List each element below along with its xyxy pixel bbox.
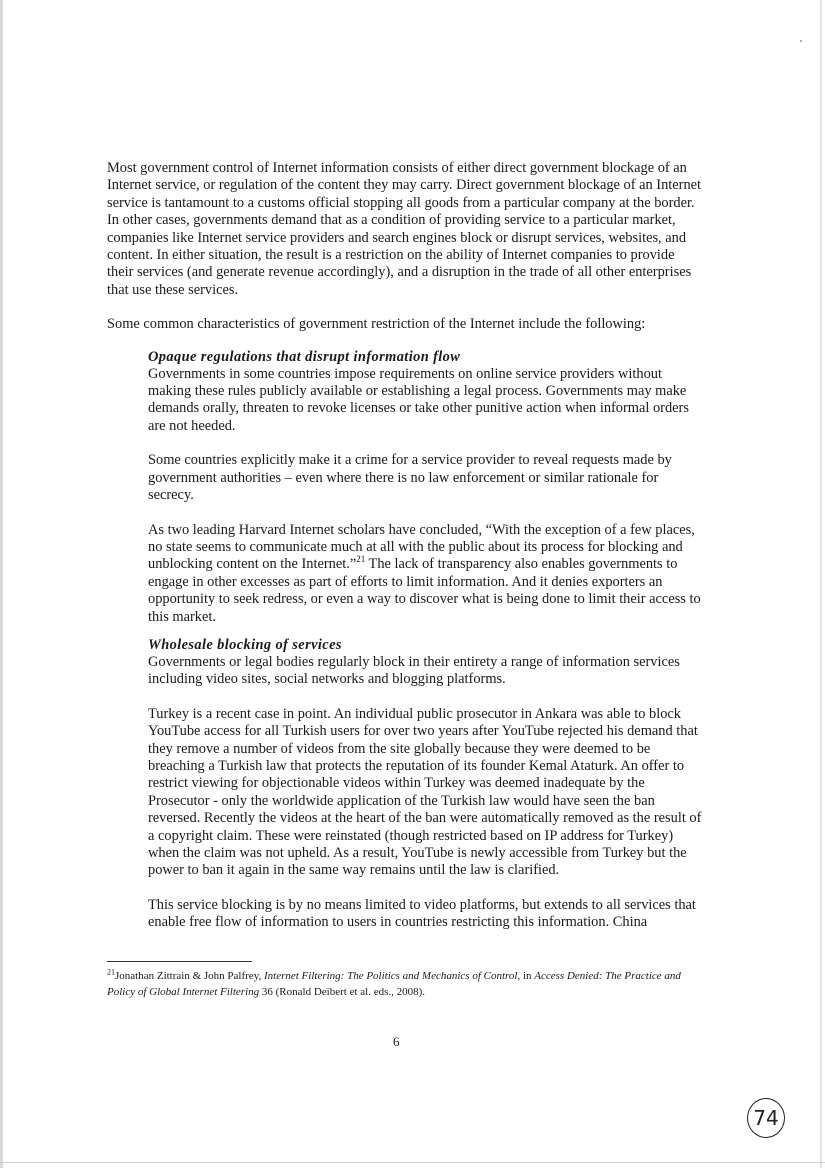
section-heading: Wholesale blocking of services — [148, 636, 342, 653]
page-number: 6 — [393, 1034, 400, 1049]
handwritten-page-stamp: 74 — [747, 1098, 785, 1138]
lead-in-paragraph: Some common characteristics of government restriction of the Internet include the following: — [107, 316, 646, 333]
intro-paragraph: Most government control of Internet information consists of either direct government blockage of an Internet service, or regulation of the content they may carry. Direct government blockage of an Internet service is tantamount to a customs official stopping all goods from a particular company at the border. In other cases, governments demand that as a condition of providing service to a particular market, companies like Internet service providers and search engines block or disrupt services, websites, and content. In either situation, the result is a restriction on the ability of Internet companies to provide their services (and generate revenue accordingly), and a disruption in the trade of all other enterprises that use these services. — [107, 160, 702, 298]
page-body — [107, 160, 703, 932]
scan-left-edge — [0, 0, 3, 1168]
footnote-divider — [107, 961, 252, 962]
section-paragraph: Governments in some countries impose requirements on online service providers without making these rules publicly available or establishing a legal process. Governments may make demands orally, threaten to revoke licenses or take other punitive action when informal orders are not heeded. — [148, 365, 689, 434]
footnote-book-title: Access Denied: The Practice and Policy of Global Internet Filtering — [107, 970, 681, 998]
section-paragraph: Governments or legal bodies regularly block in their entirety a range of information services including video sites, social networks and blogging platforms. — [148, 653, 680, 688]
section-paragraph: Some countries explicitly make it a crime for a service provider to reveal requests made by government authorities – even where there is no law enforcement or similar rationale for secrecy. — [148, 452, 672, 504]
scan-speck — [800, 40, 802, 42]
section-heading: Opaque regulations that disrupt information flow — [148, 348, 461, 365]
scan-bottom-edge — [0, 1162, 825, 1163]
scan-right-edge — [820, 0, 822, 1168]
footnote-number: 21 — [107, 967, 115, 977]
section-paragraph: As two leading Harvard Internet scholars have concluded, “With the exception of a few places, no state seems to communicate much at all with the public about its process for blocking and unblocking content on the Internet.”$^{21}$ The lack of transparency also enables governments to engage in other excesses as part of efforts to limit information. And it denies exporters an opportunity to seek redress, or even a way to discover what is being done to limit their access to this market. — [148, 521, 701, 625]
section-wholesale-blocking — [148, 637, 703, 932]
section-paragraph: Turkey is a recent case in point. An individual public prosecutor in Ankara was able to block YouTube access for all Turkish users for over two years after YouTube rejected his demand that they remove a number of videos from the site globally because they were deemed to be breaching a Turkish law that protects the reputation of its founder Kemal Ataturk. An offer to restrict viewing for objectionable videos within Turkey was deemed inadequate by the Prosecutor - only the worldwide application of the Turkish law would have seen the ban reversed. Recently the videos at the heart of the ban were automatically removed as the result of a copyright claim. These were reinstated (though restricted based on IP address for Turkey) when the claim was not upheld. As a result, YouTube is newly accessible from Turkey but the power to ban it again in the same way remains until the law is clarified. — [148, 705, 702, 879]
section-opaque-regulations — [148, 349, 703, 626]
footnote-article-title: Internet Filtering: The Politics and Mechanics of Control — [263, 970, 518, 982]
footnote-reference: 21 — [356, 554, 366, 565]
section-paragraph: This service blocking is by no means limited to video platforms, but extends to all services that enable free flow of information to users in countries restricting this information. China — [148, 896, 696, 931]
footnote: $^{21}$Jonathan Zittrain & John Palfrey, Internet Filtering: The Politics and Mechanics of Control, in Access Denied: The Practice and Policy of Global Internet Filtering 36 (Ronald Deibert et al. eds., 2008). — [107, 967, 681, 998]
